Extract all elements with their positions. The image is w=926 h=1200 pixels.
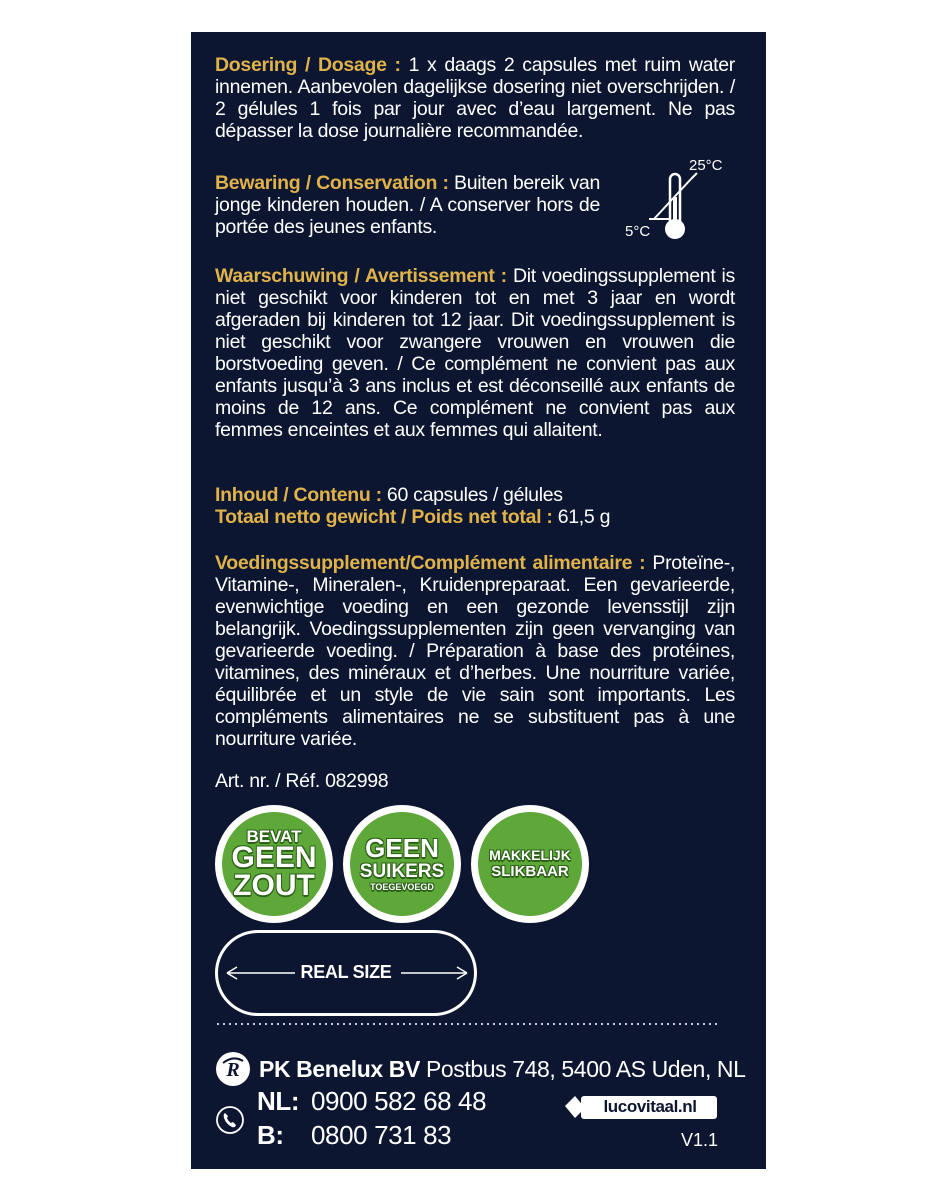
phone-nl — [257, 1086, 486, 1117]
no-salt-badge — [215, 805, 333, 923]
content-heading: Inhoud / Contenu : — [215, 484, 382, 506]
real-size-capsule — [215, 930, 477, 1016]
dotted-divider — [215, 1022, 719, 1026]
easy-to-swallow-badge — [471, 805, 589, 923]
supplement-section — [215, 552, 735, 750]
badge-line: TOEGEVOEGD — [370, 882, 434, 893]
temp-max-label: 25°C — [689, 157, 723, 174]
thermometer-icon — [619, 157, 734, 252]
net-weight-text: 61,5 g — [552, 506, 611, 528]
supplement-text: Proteïne-, Vitamine-, Mineralen-, Kruidenpreparaat. Een gevarieerde, evenwichtige voeding en een gezonde levensstijl zijn belangrijk. Voedingssupplementen zijn geen vervanging van gevarieerde voeding. / Préparation à base des protéines, vitamines, des minéraux et d’herbes. Une nourriture variée, équilibrée et un style de vie sain sont importants. Les compléments alimentaires ne se substituent pas à une nourriture variée. — [215, 552, 735, 750]
phone-be-number: 0800 731 83 — [311, 1120, 452, 1150]
article-number: Art. nr. / Réf. 082998 — [215, 770, 389, 792]
badge-line: ZOUT — [233, 868, 315, 902]
warning-text: Dit voedingssupplement is niet geschikt voor kinderen tot en met 3 jaar en wordt afgeraden bij kinderen tot 12 jaar. Dit voedingssupplement is niet geschikt voor zwangere vrouwen en vrouwen die borstvoeding geven. / Ce complément ne convient pas aux enfants jusqu’à 3 ans inclus et est déconseillé aux enfants de moins de 12 ans. Ce complément ne convient pas aux femmes enceintes et aux femmes qui allaitent. — [215, 265, 735, 441]
phone-nl-label: NL: — [257, 1086, 300, 1116]
real-size-label: REAL SIZE — [300, 962, 392, 982]
supplement-heading: Voedingssupplement/Complément alimentaire : — [215, 552, 646, 574]
badge-line: GEEN — [231, 841, 317, 875]
company-line — [215, 1051, 746, 1087]
temp-min-label: 5°C — [625, 223, 651, 240]
company-address: Postbus 748, 5400 AS Uden, NL — [419, 1055, 746, 1082]
dosage-section — [215, 54, 735, 142]
pk-logo-icon — [215, 1051, 251, 1087]
warning-heading: Waarschuwing / Avertissement : — [215, 265, 507, 287]
badge-line: GEEN — [365, 832, 439, 863]
net-weight-heading: Totaal netto gewicht / Poids net total : — [215, 506, 553, 528]
svg-text:R: R — [226, 1059, 240, 1081]
company-name: PK Benelux BV — [259, 1055, 420, 1082]
phone-be — [257, 1120, 451, 1151]
storage-heading: Bewaring / Conservation : — [215, 172, 449, 194]
product-label-panel — [191, 32, 766, 1169]
phone-nl-number: 0900 582 68 48 — [311, 1086, 487, 1116]
warning-section — [215, 265, 735, 441]
badge-line: BEVAT — [246, 826, 302, 846]
phone-icon — [215, 1105, 245, 1135]
content-text: 60 capsules / gélules — [381, 484, 563, 506]
badge-line: SUIKERS — [359, 860, 445, 882]
storage-section — [215, 172, 600, 238]
lucovitaal-logo — [561, 1092, 721, 1122]
website-url: lucovitaal.nl — [603, 1097, 697, 1116]
no-sugar-added-badge — [343, 805, 461, 923]
dosage-heading: Dosering / Dosage : — [215, 54, 401, 76]
badge-line: MAKKELIJK — [489, 847, 571, 864]
storage-text: Buiten bereik van jonge kinderen houden. / A conserver hors de portée des jeunes enfants. — [215, 172, 600, 238]
content-section — [215, 484, 735, 528]
version-label: V1.1 — [681, 1130, 719, 1150]
dosage-text: 1 x daags 2 capsules met ruim water innemen. Aanbevolen dagelijkse dosering niet overschrijden. / 2 gélules 1 fois par jour avec d’eau largement. Ne pas dépasser la dose journalière recommandée. — [215, 54, 735, 142]
phone-be-label: B: — [257, 1120, 284, 1150]
badge-line: SLIKBAAR — [491, 863, 569, 881]
